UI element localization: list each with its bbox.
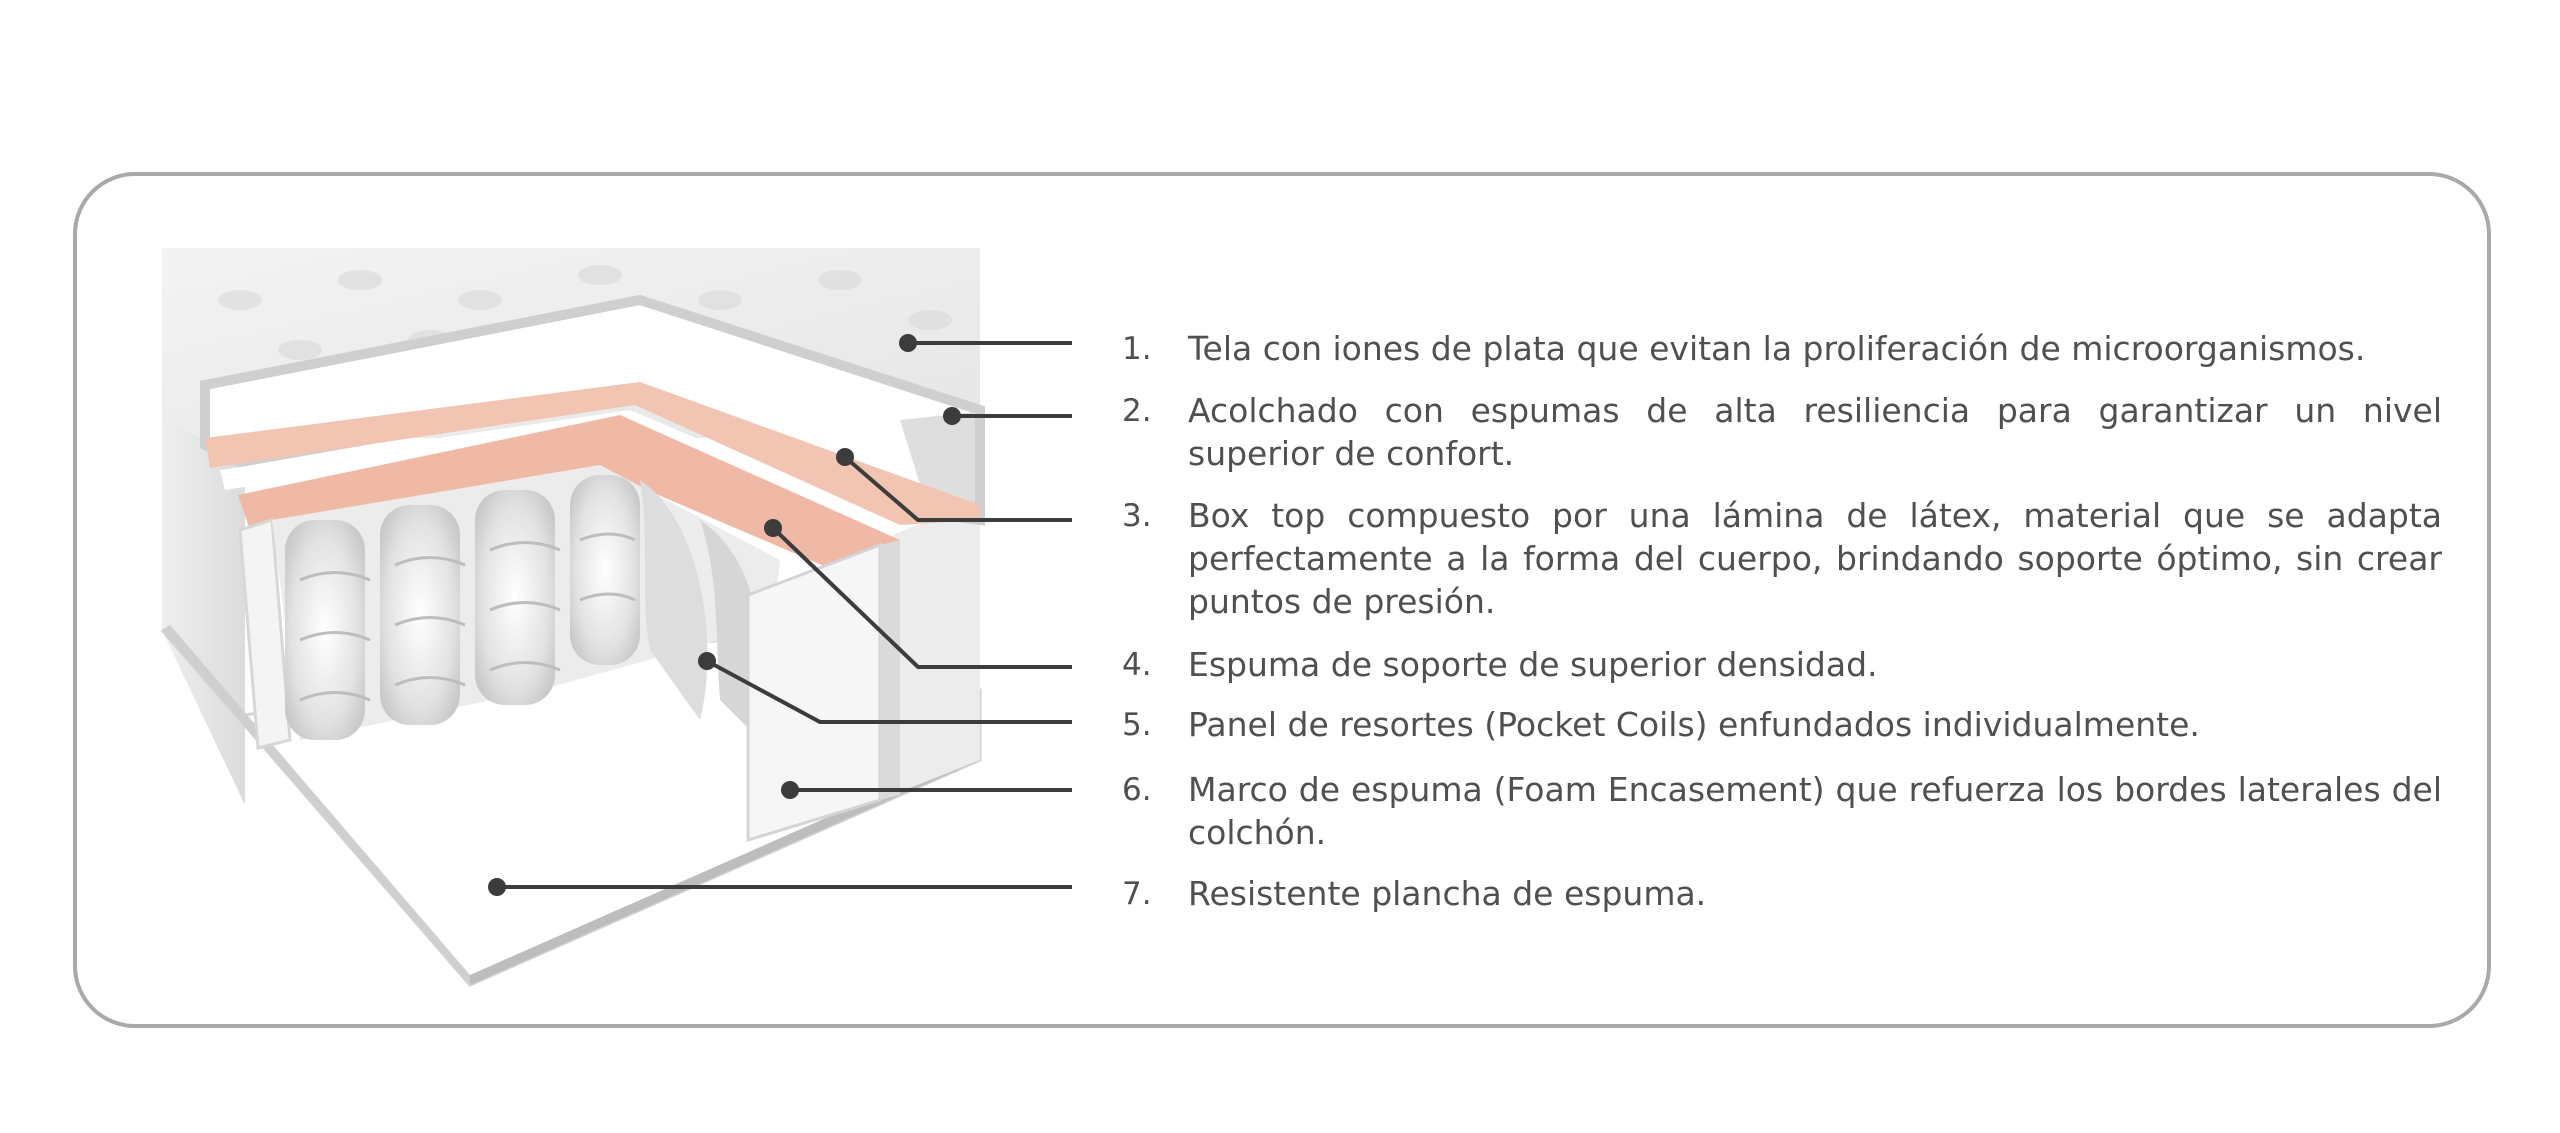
- legend-text-1: Tela con iones de plata que evitan la proliferación de microorganismos.: [1188, 329, 2366, 368]
- legend-text-6: Marco de espuma (Foam Encasement) que refuerza los bordes laterales del colchón.: [1188, 770, 2442, 852]
- legend-number-1: 1.: [1122, 331, 1152, 367]
- legend-number-6: 6.: [1122, 772, 1152, 808]
- legend-number-4: 4.: [1122, 647, 1152, 683]
- legend-text-3: Box top compuesto por una lámina de látex, material que se adapta perfectamente a la forma del cuerpo, brindando soporte óptimo, sin crear puntos de presión.: [1188, 496, 2442, 621]
- legend-number-7: 7.: [1122, 876, 1152, 912]
- legend-text-4: Espuma de soporte de superior densidad.: [1188, 645, 1878, 684]
- legend-text-7: Resistente plancha de espuma.: [1188, 874, 1707, 913]
- legend-number-2: 2.: [1122, 393, 1152, 429]
- legend-number-5: 5.: [1122, 707, 1152, 743]
- legend-text-5: Panel de resortes (Pocket Coils) enfundados individualmente.: [1188, 705, 2200, 744]
- legend-text-2: Acolchado con espumas de alta resiliencia para garantizar un nivel superior de confort.: [1188, 391, 2442, 473]
- legend-number-3: 3.: [1122, 498, 1152, 534]
